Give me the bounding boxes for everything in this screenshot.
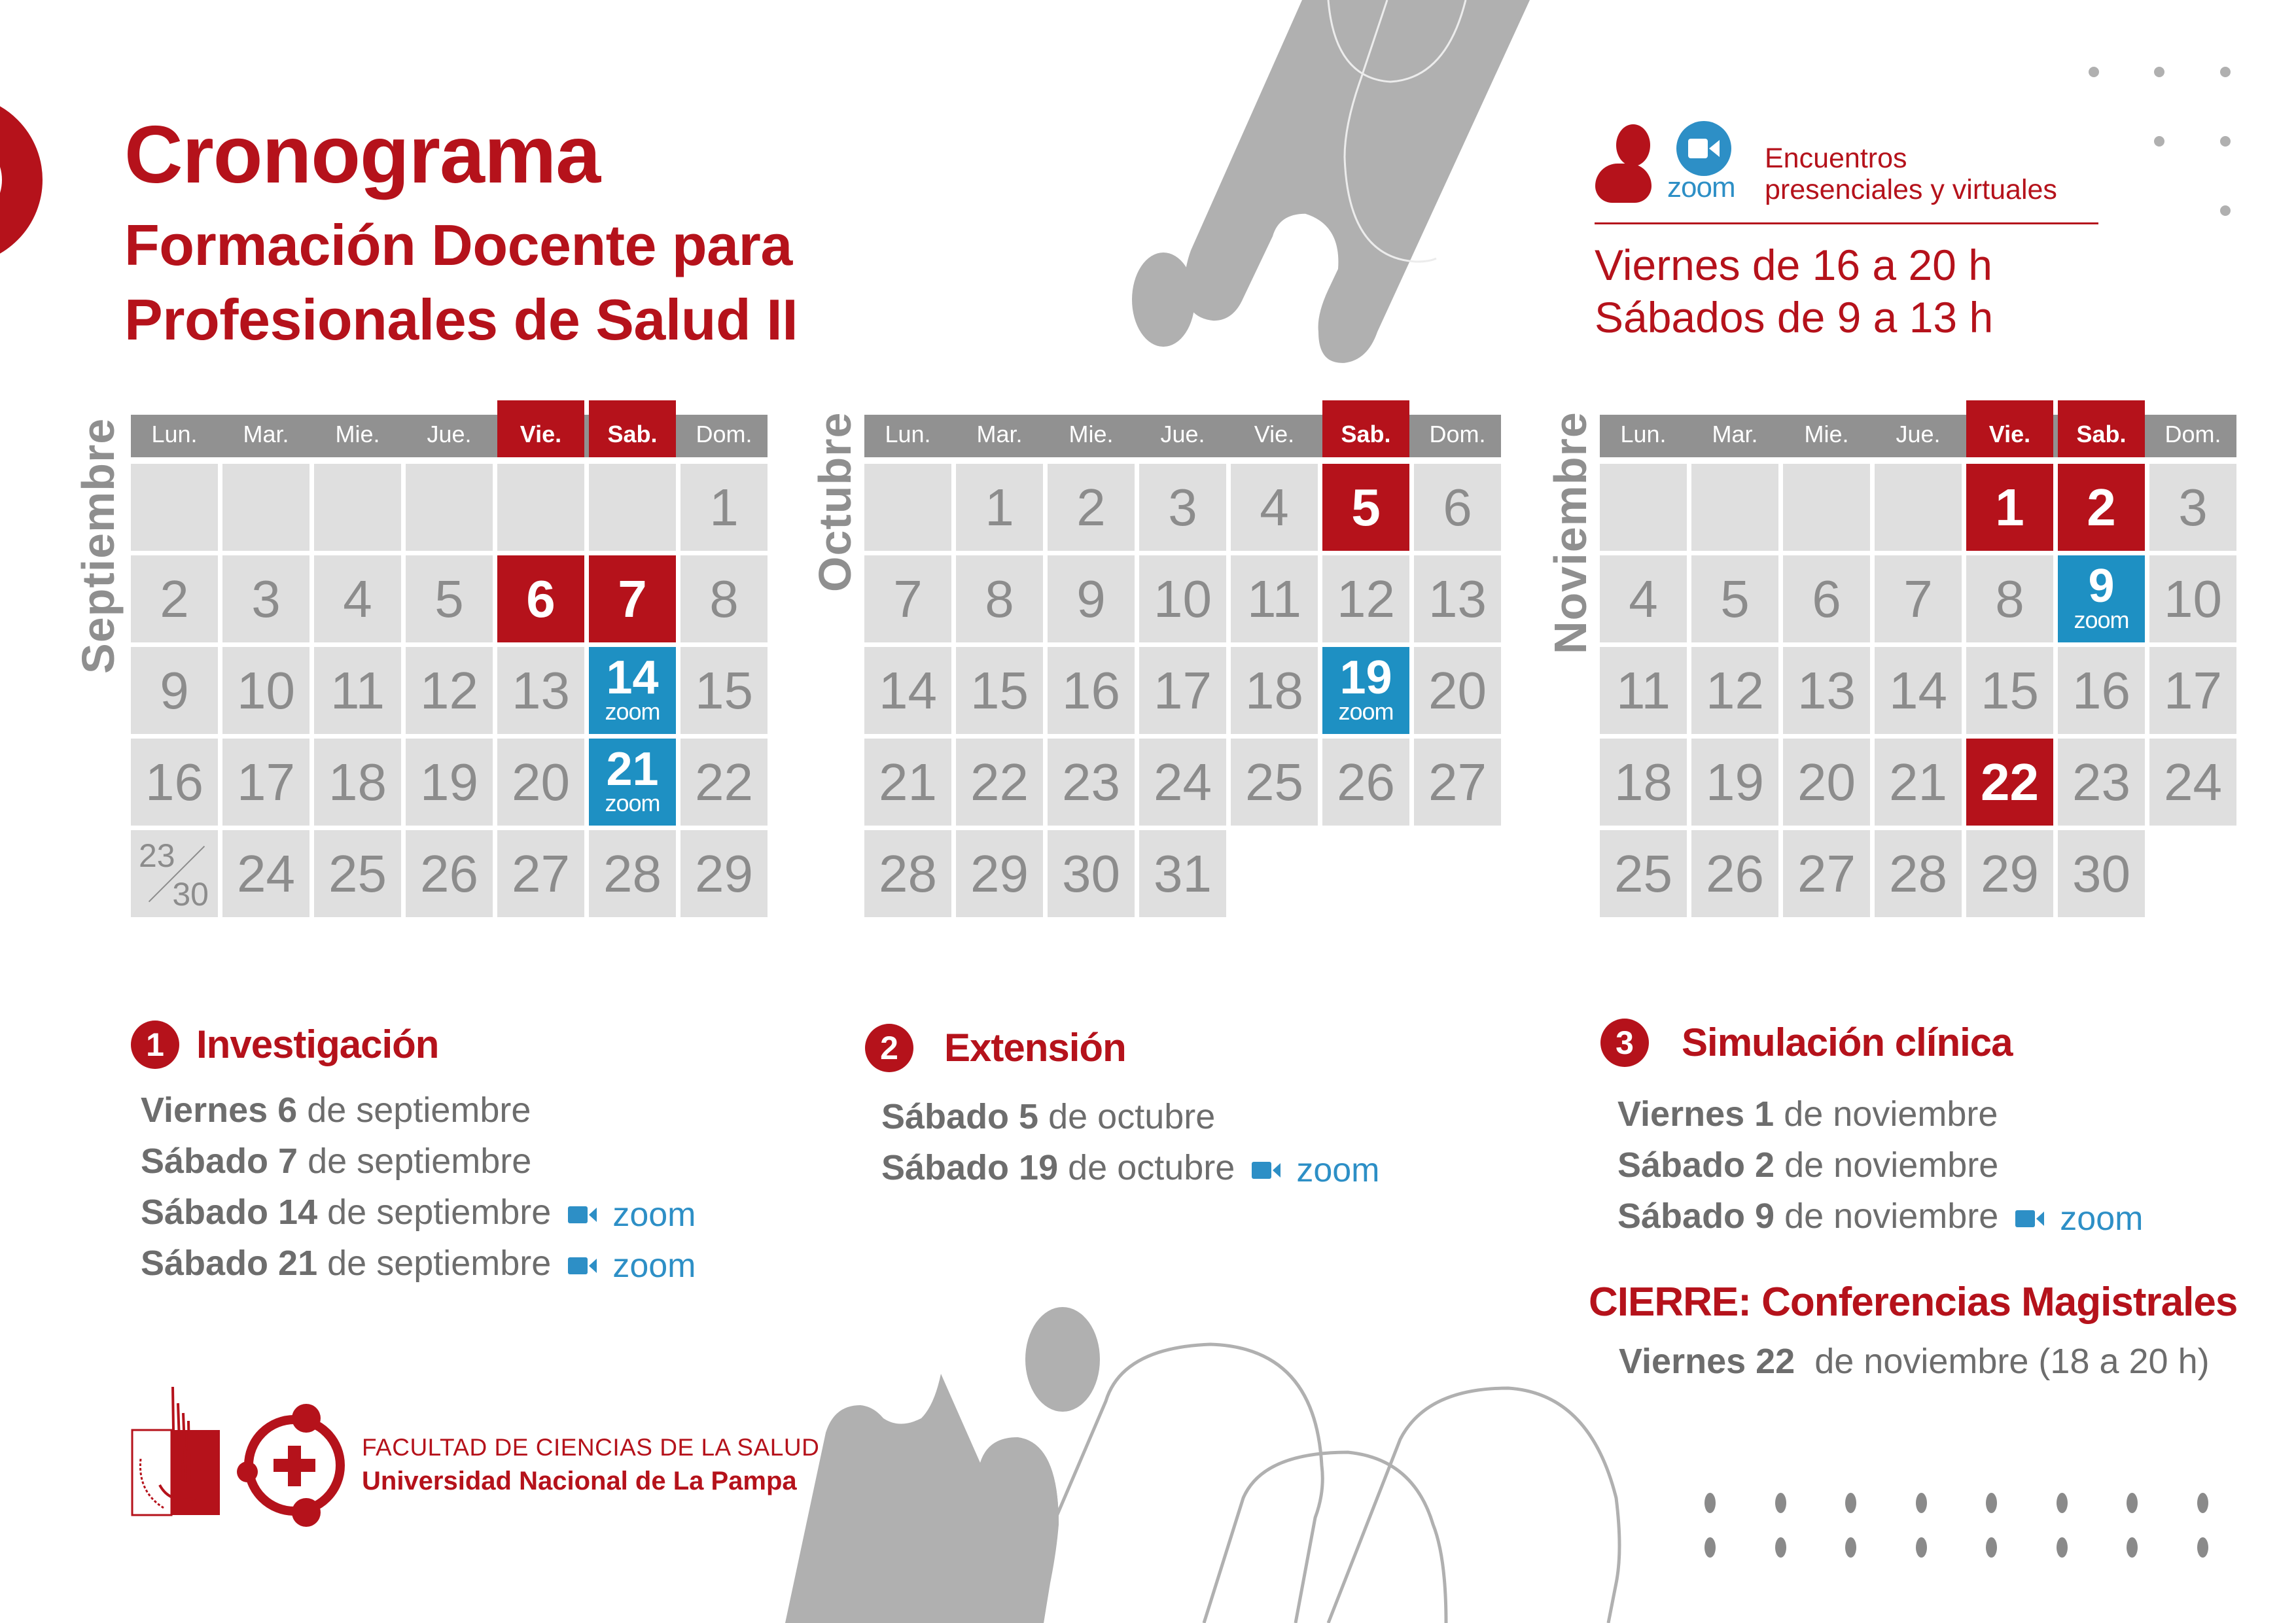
zoom-video-icon [2015, 1199, 2144, 1238]
calendar-day [1600, 739, 1687, 826]
weekday-label: Lun. [1620, 421, 1667, 447]
calendar-day-empty [222, 464, 309, 551]
calendar-day-zoom [2058, 555, 2145, 642]
day-number: 27 [1797, 844, 1856, 903]
day-number: 5 [1351, 478, 1381, 536]
day-number: 5 [1720, 569, 1750, 628]
day-number: 19 [1706, 752, 1764, 811]
calendar-day [1139, 739, 1226, 826]
session-day: Viernes 1 [1617, 1094, 1775, 1134]
weekday-label: Lun. [151, 421, 198, 447]
day-number: 24 [2164, 752, 2222, 811]
day-number: 5 [434, 569, 464, 628]
encounters-label [1765, 143, 2057, 205]
day-number: 23 [2072, 752, 2130, 811]
calendar-day [1048, 647, 1135, 734]
calendar-day [1691, 647, 1778, 734]
calendar-day-empty [497, 464, 584, 551]
day-number: 18 [1245, 661, 1303, 720]
day-number: 7 [893, 569, 923, 628]
day-number: 23 [139, 837, 175, 874]
weekday-label: Jue. [1160, 421, 1205, 447]
session-month: de noviembre [1784, 1196, 1999, 1236]
day-number: 29 [1981, 844, 2039, 903]
day-number: 14 [1889, 661, 1947, 720]
day-number: 3 [2178, 478, 2208, 536]
day-number: 29 [970, 844, 1029, 903]
calendar-day [1691, 830, 1778, 917]
calendar-day [1048, 830, 1135, 917]
calendar-day [131, 647, 218, 734]
calendar-day [406, 739, 493, 826]
calendar-day [1139, 555, 1226, 642]
day-number: 3 [1168, 478, 1197, 536]
zoom-video-icon [568, 1195, 696, 1234]
day-number: 22 [970, 752, 1029, 811]
closing-day: Viernes 22 [1619, 1342, 1795, 1381]
weekday-label: Sab. [589, 400, 676, 457]
university-crest-icon [131, 1367, 229, 1531]
month-label-septiembre: Septiembre [73, 417, 124, 674]
calendar-day [1875, 647, 1962, 734]
calendar-day [131, 739, 218, 826]
calendar-day [406, 647, 493, 734]
calendar-day [2058, 830, 2145, 917]
day-number: 25 [328, 844, 387, 903]
weekday-label: Dom. [696, 421, 752, 447]
day-number: 19 [420, 752, 478, 811]
calendar-day [314, 739, 401, 826]
calendar-day [956, 555, 1043, 642]
day-number: 22 [695, 752, 753, 811]
calendar-day-empty [1600, 464, 1687, 551]
session-day: Sábado 2 [1617, 1145, 1775, 1185]
month-label-octubre: Octubre [809, 411, 860, 592]
session-item [141, 1143, 531, 1179]
saturday-hours: Sábados de 9 a 13 h [1595, 293, 1994, 341]
calendar-day [131, 555, 218, 642]
calendar-day-split [131, 830, 218, 917]
calendar-day [406, 555, 493, 642]
day-number: 8 [1995, 569, 2024, 628]
session-item [1617, 1096, 1998, 1132]
weekday-label: Jue. [427, 421, 472, 447]
day-number: 28 [603, 844, 662, 903]
calendar-day-empty [1875, 464, 1962, 551]
day-number: 9 [160, 661, 189, 720]
calendar-day [497, 647, 584, 734]
day-number: 3 [251, 569, 281, 628]
day-number: 6 [526, 569, 556, 628]
calendar-day [1139, 464, 1226, 551]
weekday-label: Mie. [1069, 421, 1114, 447]
day-number: 21 [606, 742, 659, 795]
closing-title: CIERRE: Conferencias Magistrales [1589, 1280, 2238, 1325]
decorative-gray-figures-bottom [752, 1243, 1669, 1623]
calendar-day [2149, 739, 2236, 826]
day-number: 30 [172, 876, 209, 913]
calendar-day [1322, 555, 1409, 642]
calendar-day [1783, 647, 1870, 734]
calendar-day-zoom [589, 739, 676, 826]
calendar-day-empty [589, 464, 676, 551]
day-number: 18 [328, 752, 387, 811]
calendar-day-presencial [1966, 464, 2053, 551]
calendar-day [497, 739, 584, 826]
calendar-day [222, 647, 309, 734]
weekday-label: Dom. [2164, 421, 2221, 447]
calendar-day [864, 830, 951, 917]
calendar-day [1966, 647, 2053, 734]
day-number: 11 [1246, 569, 1302, 628]
day-number: 29 [695, 844, 753, 903]
calendar-day [1875, 555, 1962, 642]
calendar-day [1414, 647, 1501, 734]
day-number: 28 [879, 844, 937, 903]
day-number: 7 [1903, 569, 1933, 628]
day-number: 7 [618, 569, 647, 628]
calendar-day [680, 739, 768, 826]
calendar-day [1600, 830, 1687, 917]
day-number: 4 [1260, 478, 1289, 536]
divider [1595, 222, 2098, 224]
day-number: 26 [1706, 844, 1764, 903]
day-number: 13 [1797, 661, 1856, 720]
calendar-day [680, 555, 768, 642]
calendar-day [1783, 555, 1870, 642]
calendar-day [314, 830, 401, 917]
weekday-label: Vie. [1966, 400, 2053, 457]
session-day: Sábado 19 [881, 1148, 1059, 1187]
zoom-tag: zoom [2074, 606, 2129, 633]
weekday-label: Mar. [976, 421, 1023, 447]
session-month: de octubre [1068, 1148, 1235, 1187]
calendar-day [1600, 647, 1687, 734]
zoom-wordmark: zoom [1296, 1151, 1380, 1189]
day-number: 26 [420, 844, 478, 903]
day-number: 21 [1889, 752, 1947, 811]
calendar-day-empty [1691, 464, 1778, 551]
weekday-label: Sab. [1322, 400, 1409, 457]
calendar-day [956, 830, 1043, 917]
calendar-day [864, 739, 951, 826]
calendar-day [1600, 555, 1687, 642]
day-number: 10 [1154, 569, 1212, 628]
day-number: 13 [512, 661, 570, 720]
calendar-day-presencial [1966, 739, 2053, 826]
zoom-tag: zoom [605, 697, 660, 725]
calendar-day [1139, 830, 1226, 917]
zoom-wordmark: zoom [612, 1195, 696, 1234]
calendar-day [1414, 464, 1501, 551]
day-number: 28 [1889, 844, 1947, 903]
day-number: 21 [879, 752, 937, 811]
day-number: 27 [1428, 752, 1487, 811]
day-number: 2 [1076, 478, 1106, 536]
calendar-day [222, 739, 309, 826]
calendar-day [2149, 647, 2236, 734]
session-month: de noviembre [1784, 1145, 1999, 1185]
session-day: Viernes 6 [141, 1091, 298, 1130]
schedule-hours [1595, 239, 1993, 343]
weekday-label: Jue. [1896, 421, 1941, 447]
day-number: 25 [1614, 844, 1672, 903]
day-number: 12 [420, 661, 478, 720]
day-number: 8 [709, 569, 739, 628]
calendar-day [314, 555, 401, 642]
session-day: Sábado 5 [881, 1097, 1039, 1136]
day-number: 24 [1154, 752, 1212, 811]
calendar-day [589, 830, 676, 917]
calendar-day [1139, 647, 1226, 734]
calendar-day-presencial [589, 555, 676, 642]
day-number: 30 [1062, 844, 1120, 903]
weekday-label: Vie. [1254, 421, 1295, 447]
day-number: 14 [606, 651, 659, 704]
calendar-day [1048, 739, 1135, 826]
subtitle-line-2: Profesionales de Salud II [124, 287, 798, 352]
session-item [881, 1150, 1379, 1187]
zoom-tag: zoom [605, 789, 660, 816]
day-number: 16 [1062, 661, 1120, 720]
calendar-day-zoom [1322, 647, 1409, 734]
day-number: 11 [1616, 661, 1671, 720]
day-number: 2 [160, 569, 189, 628]
calendar-day [1875, 830, 1962, 917]
calendar-day [1691, 739, 1778, 826]
section-title: Simulación clínica [1682, 1021, 2013, 1064]
day-number: 12 [1337, 569, 1395, 628]
day-number: 8 [985, 569, 1014, 628]
page-title: Cronograma [124, 110, 601, 200]
calendar-day [314, 647, 401, 734]
zoom-video-icon [1252, 1153, 1379, 1187]
calendar-day [864, 647, 951, 734]
weekday-label: Mie. [335, 421, 380, 447]
weekday-label: Mar. [1712, 421, 1758, 447]
session-day: Sábado 14 [141, 1193, 318, 1232]
calendar-day-presencial [497, 555, 584, 642]
closing-session [1619, 1344, 2210, 1379]
calendar-day [1231, 739, 1318, 826]
session-day: Sábado 7 [141, 1142, 298, 1181]
calendar-day [1414, 555, 1501, 642]
calendar-day-empty [406, 464, 493, 551]
day-number: 14 [879, 661, 937, 720]
calendar-day [1966, 830, 2053, 917]
day-number: 17 [1154, 661, 1212, 720]
day-number: 20 [1428, 661, 1487, 720]
calendar-day [1875, 739, 1962, 826]
session-item [1617, 1147, 1998, 1183]
calendar-day [1231, 647, 1318, 734]
session-month: de octubre [1048, 1097, 1216, 1136]
day-number: 4 [343, 569, 372, 628]
day-number: 20 [512, 752, 570, 811]
day-number: 22 [1981, 752, 2039, 811]
decorative-red-ring [0, 95, 43, 265]
day-number: 1 [985, 478, 1014, 536]
calendar-day [2149, 464, 2236, 551]
calendar-day [1783, 830, 1870, 917]
day-number: 1 [709, 478, 739, 536]
calendar-day [1231, 464, 1318, 551]
weekday-label: Mie. [1804, 421, 1849, 447]
calendar-day-presencial [2058, 464, 2145, 551]
calendar-day [2149, 555, 2236, 642]
calendar-day [864, 555, 951, 642]
day-number: 2 [2087, 478, 2116, 536]
session-month: de septiembre [307, 1091, 531, 1130]
calendar-day [2058, 647, 2145, 734]
day-number: 9 [1076, 569, 1106, 628]
faculty-health-logo-icon [236, 1400, 353, 1531]
closing-rest: de noviembre (18 a 20 h) [1814, 1342, 2210, 1381]
day-number: 13 [1428, 569, 1487, 628]
day-number: 1 [1995, 478, 2024, 536]
day-number: 15 [1981, 661, 2039, 720]
day-number: 9 [2088, 559, 2115, 612]
calendar-day [222, 830, 309, 917]
day-number: 30 [2072, 844, 2130, 903]
day-number: 17 [237, 752, 295, 811]
calendar-day-empty [131, 464, 218, 551]
session-item [141, 1195, 696, 1232]
session-day: Sábado 21 [141, 1244, 318, 1283]
month-label-noviembre: Noviembre [1545, 411, 1596, 654]
calendar-day [1231, 555, 1318, 642]
weekday-label: Dom. [1429, 421, 1486, 447]
weekday-label: Mar. [243, 421, 289, 447]
calendar-day [680, 647, 768, 734]
day-number: 25 [1245, 752, 1303, 811]
day-number: 23 [1062, 752, 1120, 811]
section-title: Extensión [944, 1026, 1126, 1070]
calendar-day [1691, 555, 1778, 642]
day-number: 10 [2164, 569, 2222, 628]
day-number: 11 [330, 661, 385, 720]
session-month: de septiembre [308, 1142, 532, 1181]
day-number: 18 [1614, 752, 1672, 811]
calendar-day [1048, 555, 1135, 642]
day-number: 4 [1629, 569, 1658, 628]
day-number: 15 [695, 661, 753, 720]
calendar-day-presencial [1322, 464, 1409, 551]
day-number: 12 [1706, 661, 1764, 720]
section-title: Investigación [196, 1022, 439, 1066]
day-number: 24 [237, 844, 295, 903]
calendar-day [1322, 739, 1409, 826]
decorative-gray-blob-top [1080, 0, 1603, 366]
calendar-day [956, 464, 1043, 551]
zoom-wordmark: zoom [612, 1246, 696, 1285]
weekday-label: Sab. [2058, 400, 2145, 457]
session-day: Sábado 9 [1617, 1196, 1775, 1236]
section-number-badge: 1 [131, 1021, 179, 1069]
day-number: 15 [970, 661, 1029, 720]
section-number-badge: 3 [1600, 1019, 1649, 1067]
university-name: Universidad Nacional de La Pampa [362, 1467, 797, 1495]
day-number: 20 [1797, 752, 1856, 811]
calendar-day [2058, 739, 2145, 826]
session-item [141, 1246, 696, 1283]
weekday-label: Vie. [497, 400, 584, 457]
day-number: 6 [1443, 478, 1472, 536]
calendar-day [1414, 739, 1501, 826]
calendar-day [1966, 555, 2053, 642]
subtitle-line-1: Formación Docente para [124, 213, 792, 277]
calendar-day [1783, 739, 1870, 826]
session-item [881, 1099, 1215, 1134]
calendar-day [956, 647, 1043, 734]
zoom-wordmark: zoom [2060, 1199, 2144, 1238]
day-number: 10 [237, 661, 295, 720]
day-number: 31 [1154, 844, 1212, 903]
calendar-day [956, 739, 1043, 826]
friday-hours: Viernes de 16 a 20 h [1595, 241, 1992, 289]
session-month: de septiembre [327, 1193, 552, 1232]
section-number-badge: 2 [865, 1024, 913, 1072]
session-month: de noviembre [1784, 1094, 1998, 1134]
encounters-label-line-1: Encuentros [1765, 143, 1907, 174]
zoom-wordmark: zoom [1667, 171, 1735, 203]
day-number: 16 [145, 752, 203, 811]
calendar-day [680, 830, 768, 917]
calendar-day [406, 830, 493, 917]
calendar-day-empty [864, 464, 951, 551]
day-number: 27 [512, 844, 570, 903]
calendar-day-zoom [589, 647, 676, 734]
calendar-day-empty [1783, 464, 1870, 551]
encounters-label-line-2: presenciales y virtuales [1765, 174, 2057, 205]
calendar-day [680, 464, 768, 551]
faculty-name: FACULTAD DE CIENCIAS DE LA SALUD [362, 1434, 820, 1461]
session-item [1617, 1198, 2143, 1236]
zoom-video-icon [568, 1246, 696, 1285]
day-number: 19 [1339, 651, 1392, 704]
zoom-tag: zoom [1338, 697, 1394, 725]
calendar-day [222, 555, 309, 642]
day-number: 6 [1812, 569, 1841, 628]
session-month: de septiembre [327, 1244, 552, 1283]
session-item [141, 1092, 531, 1128]
day-number: 17 [2164, 661, 2222, 720]
calendar-day [1048, 464, 1135, 551]
weekday-label: Lun. [885, 421, 931, 447]
calendar-day [497, 830, 584, 917]
calendar-day-empty [314, 464, 401, 551]
day-number: 26 [1337, 752, 1395, 811]
day-number: 16 [2072, 661, 2130, 720]
page-subtitle [124, 208, 798, 357]
